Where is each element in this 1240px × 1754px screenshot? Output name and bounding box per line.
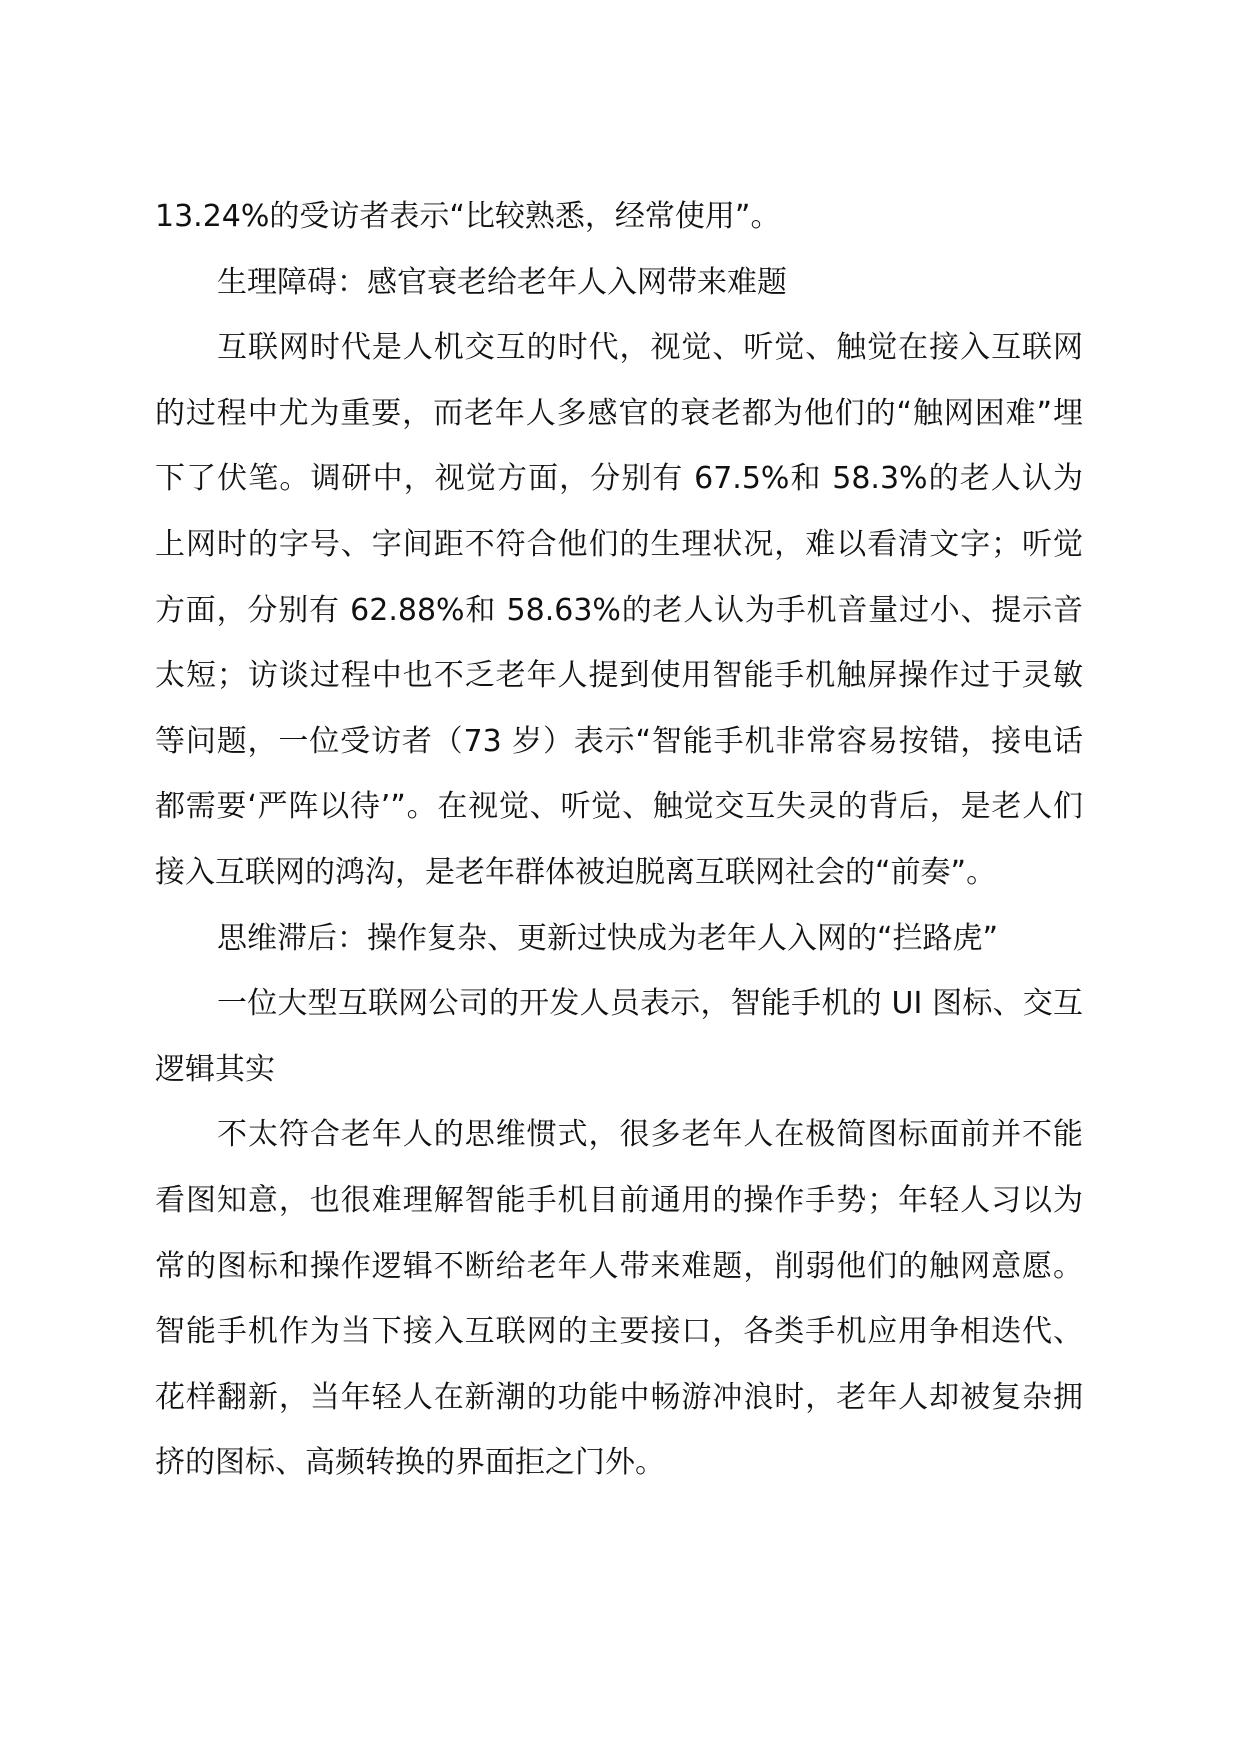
paragraph-operation-complexity: 不太符合老年人的思维惯式，很多老年人在极简图标面前并不能看图知意，也很难理解智能手机目前通用的操作手势；年轻人习以为常的图标和操作逻辑不断给老年人带来难题，削弱他们的触网意愿。智能手机作为当下接入互联网的主要接口，各类手机应用争相迭代、花样翻新，当年轻人在新潮的功能中畅游冲浪时，老年人却被复杂拥挤的图标、高频转换的界面拒之门外。 (155, 1117, 1083, 1481)
paragraph-continuation: 13.24%的受访者表示“比较熟悉，经常使用”。 (155, 199, 781, 234)
paragraph-sensory-decline: 互联网时代是人机交互的时代，视觉、听觉、触觉在接入互联网的过程中尤为重要，而老年人多感官的衰老都为他们的“触网困难”埋下了伏笔。调研中，视觉方面，分别有 67.5%和 58.3%的老人认为上网时的字号、字间距不符合他们的生理状况，难以看清文字；听觉方面，分别有 62.88%和 58.63%的老人认为手机音量过小、提示音太短；访谈过程中也不乏老年人提到使用智能手机触屏操作过于灵敏等问题，一位受访者（73 岁）表示“智能手机非常容易按错，接电话都需要‘严阵以待’”。在视觉、听觉、触觉交互失灵的背后，是老人们接入互联网的鸿沟，是老年群体被迫脱离互联网社会的“前奏”。 (155, 330, 1083, 890)
document-body (155, 184, 1083, 1496)
section-heading-thinking-lag: 思维滞后：操作复杂、更新过快成为老年人入网的“拦路虎” (217, 920, 999, 956)
paragraph-developer-quote: 一位大型互联网公司的开发人员表示，智能手机的 UI 图标、交互逻辑其实 (155, 986, 1083, 1087)
section-heading-physiological-barriers: 生理障碍：感官衰老给老年人入网带来难题 (217, 264, 787, 300)
